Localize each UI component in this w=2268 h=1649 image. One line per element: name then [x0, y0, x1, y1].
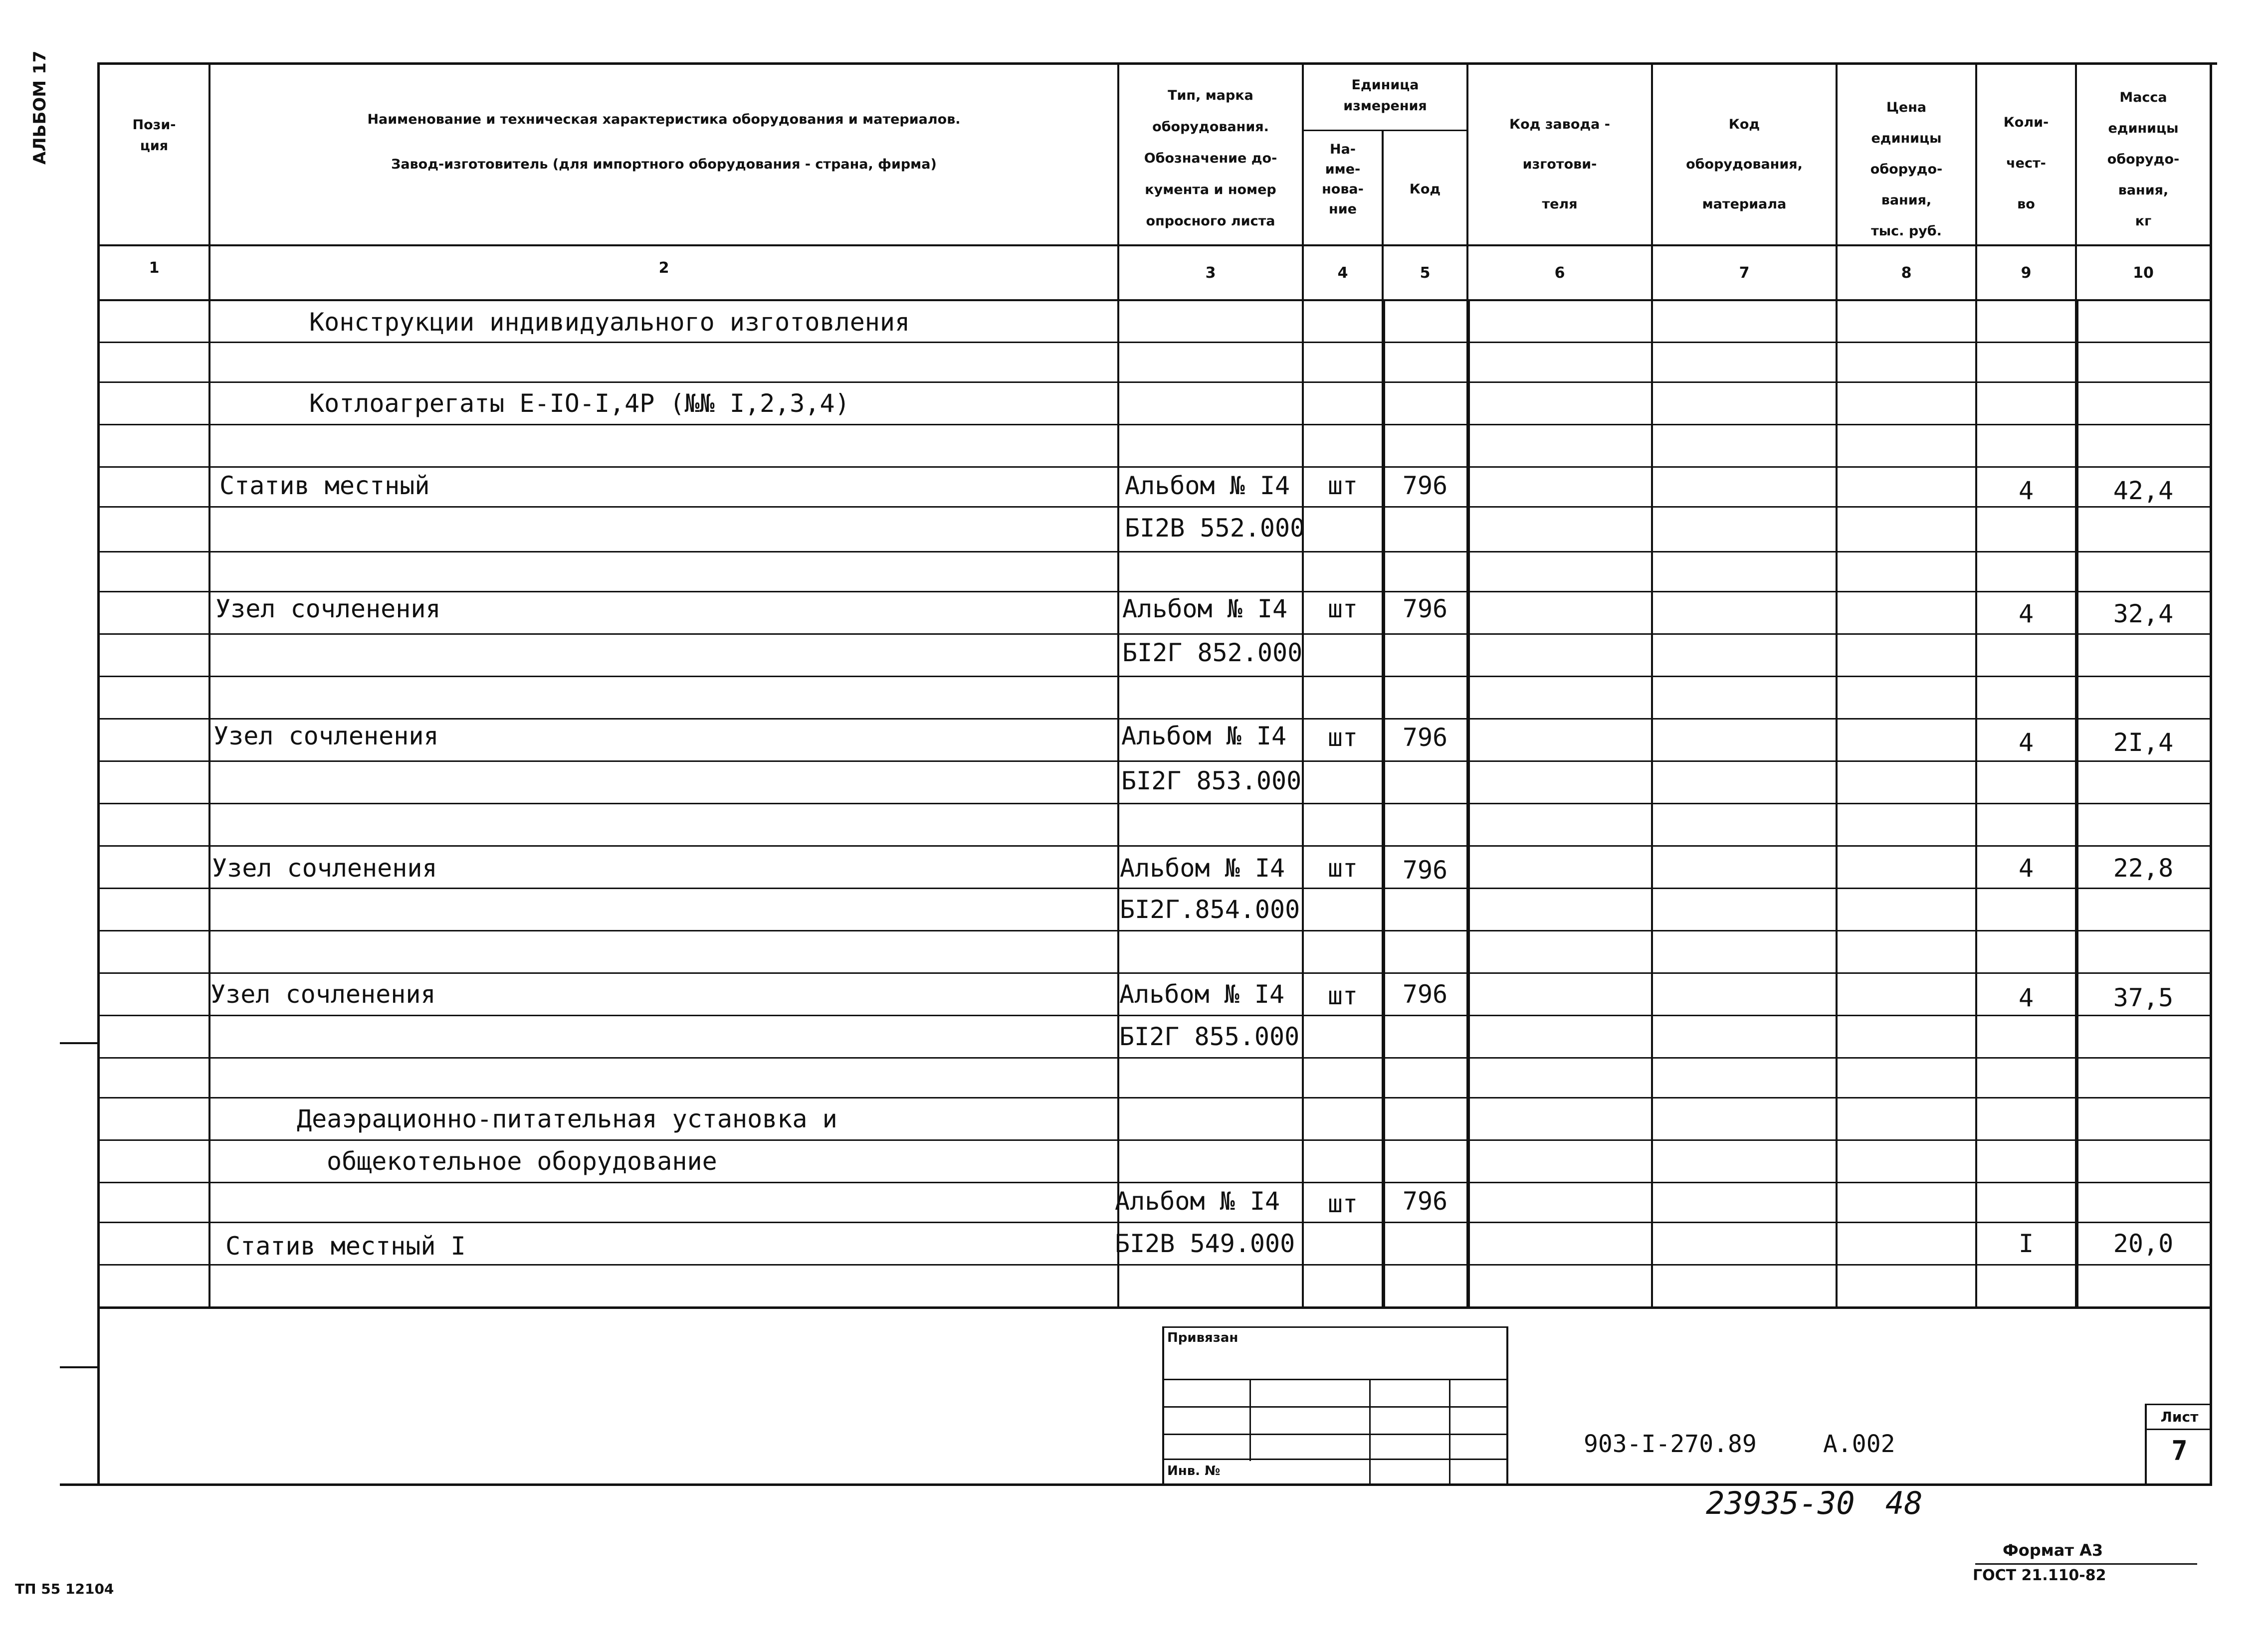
stamp-number: 23935-30 — [1706, 1485, 1855, 1521]
item-unit: шт — [1327, 723, 1358, 752]
section-heading: Деаэрационно-питательная установка и — [297, 1104, 837, 1133]
item-name: Статив местный I — [225, 1232, 466, 1261]
header-unit-code: Код — [1409, 182, 1441, 197]
item-type: БI2В 549.000 — [1115, 1229, 1295, 1258]
document-suffix: А.002 — [1823, 1430, 1895, 1458]
header-type: Тип, марка оборудования. Обозначение до- кумента и номер опросного листа — [1144, 88, 1277, 229]
item-type: БI2Г 855.000 — [1119, 1022, 1300, 1051]
header-name-line1: Наименование и техническая характеристика оборудования и материалов. — [367, 112, 961, 127]
item-type: Альбом № I4 — [1121, 722, 1287, 750]
sheet-label: Лист — [2160, 1409, 2199, 1425]
header-unit-name: На- име- нова- ние — [1322, 142, 1364, 217]
item-type: Альбом № I4 — [1120, 854, 1285, 883]
item-type: Альбом № I4 — [1125, 471, 1290, 500]
item-unit-code: 796 — [1402, 471, 1448, 500]
item-name: Узел сочленения — [215, 594, 441, 623]
gost-label: ГОСТ 21.110-82 — [1973, 1567, 2106, 1584]
colnum-8: 8 — [1901, 264, 1912, 282]
colnum-9: 9 — [2021, 264, 2032, 282]
item-mass: 2I,4 — [2113, 728, 2174, 757]
item-name: Статив местный — [219, 471, 430, 500]
format-label: Формат А3 — [2003, 1541, 2103, 1560]
item-name: Узел сочленения — [210, 980, 436, 1009]
item-type: БI2Г 853.000 — [1121, 766, 1302, 795]
header-factory-code: Код завода - изготови- теля — [1509, 117, 1610, 212]
item-quantity: 4 — [2018, 476, 2034, 505]
item-unit-code: 796 — [1402, 594, 1448, 623]
footer-left-label: ТП 55 12104 — [15, 1581, 114, 1597]
item-name: Узел сочленения — [213, 722, 439, 750]
colnum-5: 5 — [1420, 264, 1431, 282]
album-side-label: АЛЬБОМ 17 — [30, 50, 50, 165]
header-position: Пози- ция — [132, 117, 176, 154]
item-mass: 32,4 — [2113, 599, 2174, 628]
item-unit: шт — [1327, 471, 1358, 500]
item-unit: шт — [1327, 981, 1358, 1010]
colnum-3: 3 — [1205, 264, 1216, 282]
item-name: Узел сочленения — [212, 854, 437, 883]
item-mass: 37,5 — [2113, 983, 2174, 1012]
colnum-7: 7 — [1739, 264, 1750, 282]
item-quantity: 4 — [2018, 983, 2034, 1012]
item-type: Альбом № I4 — [1119, 980, 1285, 1009]
item-type: Альбом № I4 — [1115, 1187, 1280, 1216]
item-mass: 22,8 — [2113, 854, 2174, 883]
item-unit-code: 796 — [1402, 856, 1448, 885]
section-heading: общекотельное оборудование — [327, 1147, 717, 1176]
colnum-4: 4 — [1337, 264, 1348, 282]
item-unit: шт — [1327, 1189, 1358, 1218]
item-type: БI2Г 852.000 — [1122, 638, 1303, 667]
item-quantity: 4 — [2018, 854, 2034, 883]
header-equipment-code: Код оборудования, материала — [1686, 117, 1803, 212]
item-quantity: 4 — [2018, 728, 2034, 757]
item-quantity: I — [2018, 1229, 2034, 1258]
item-unit-code: 796 — [1402, 980, 1448, 1009]
header-mass: Масса единицы оборудо- вания, кг — [2107, 90, 2180, 229]
inventory-number-label: Инв. № — [1167, 1464, 1221, 1478]
header-unit-group: Единица измерения — [1343, 77, 1427, 114]
header-price: Цена единицы оборудо- вания, тыс. руб. — [1870, 100, 1943, 239]
colnum-10: 10 — [2133, 264, 2154, 282]
item-quantity: 4 — [2018, 599, 2034, 628]
item-unit: шт — [1327, 854, 1358, 883]
item-mass: 42,4 — [2113, 476, 2174, 505]
stamp-suffix: 48 — [1885, 1485, 1923, 1521]
item-unit: шт — [1327, 594, 1358, 623]
colnum-6: 6 — [1554, 264, 1565, 282]
header-name-line2: Завод-изготовитель (для импортного оборудования - страна, фирма) — [391, 157, 937, 172]
document-code: 903-I-270.89 — [1584, 1430, 1757, 1458]
privyazan-label: Привязан — [1167, 1330, 1238, 1345]
item-unit-code: 796 — [1402, 723, 1448, 752]
colnum-2: 2 — [658, 259, 669, 277]
header-quantity: Коли- чест- во — [2003, 115, 2049, 212]
item-mass: 20,0 — [2113, 1229, 2174, 1258]
subsection-heading: Котлоагрегаты Е-IО-I,4Р (№№ I,2,3,4) — [309, 389, 850, 418]
item-type: БI2В 552.000 — [1125, 514, 1305, 543]
sheet-number: 7 — [2171, 1435, 2188, 1466]
item-type: БI2Г.854.000 — [1120, 895, 1300, 924]
item-unit-code: 796 — [1402, 1187, 1448, 1216]
item-type: Альбом № I4 — [1122, 594, 1288, 623]
section-heading: Конструкции индивидуального изготовления — [309, 308, 910, 337]
colnum-1: 1 — [149, 259, 160, 277]
